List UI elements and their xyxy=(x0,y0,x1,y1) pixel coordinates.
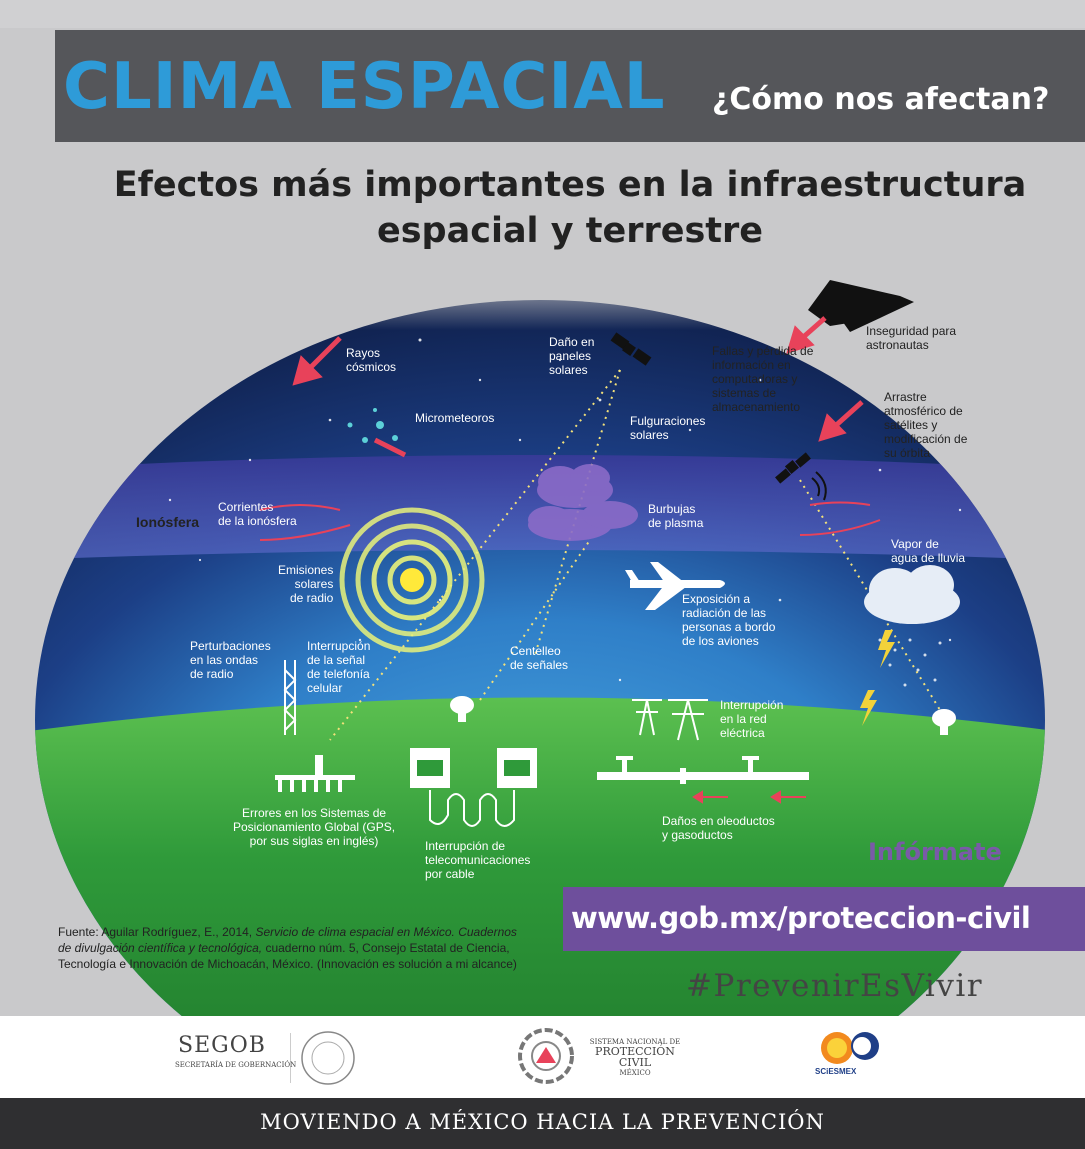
label-signal-scintillation: Centelleo de señales xyxy=(510,644,569,672)
segob-logo: SEGOB xyxy=(178,1033,266,1058)
label-satellite-drag: Arrastre atmosférico de satélites y modificación de su órbita xyxy=(884,390,968,460)
label-rain-vapor: Vapor de agua de lluvia xyxy=(891,537,966,565)
url-link[interactable]: www.gob.mx/proteccion-civil xyxy=(571,901,1031,935)
label-plasma-bubbles: Burbujas de plasma xyxy=(648,502,704,530)
snpc-text xyxy=(580,1038,690,1078)
label-radiation-exposure: Exposición a radiación de las personas a bordo de los aviones xyxy=(682,592,776,648)
label-cosmic-rays: Rayos cósmicos xyxy=(346,346,397,374)
label-solar-flares: Fulguraciones solares xyxy=(630,414,706,442)
url-banner[interactable] xyxy=(563,887,1085,951)
label-ionosphere: Ionósfera xyxy=(136,514,200,530)
label-solar-panel-damage: Daño en paneles solares xyxy=(549,335,595,377)
label-ionosphere-currents: Corrientes de la ionósfera xyxy=(218,500,297,528)
label-micrometeors: Micrometeoros xyxy=(415,411,495,425)
page-subtitle: ¿Cómo nos afectan? xyxy=(712,82,1050,117)
source-citation xyxy=(58,924,528,972)
sun-icon xyxy=(400,568,424,592)
snpc-main: PROTECCIÓN CIVIL xyxy=(595,1045,675,1069)
label-cell-signal-interruption: Interrupción de la señal de telefonía celular xyxy=(307,639,371,695)
informate-text: Infórmate xyxy=(868,838,1002,866)
source-italic: Servicio de clima espacial en México. Cuadernos de divulgación científica y tecnológica, xyxy=(58,925,517,955)
label-gps-errors: Errores en los Sistemas de Posicionamiento Global (GPS, por sus siglas en inglés) xyxy=(233,806,396,848)
label-computer-failures: Fallas y pérdida de información en computadoras y sistemas de almacenamiento xyxy=(712,344,814,414)
snpc-bottom: MÉXICO xyxy=(619,1069,651,1077)
hashtag: #PrevenirEsVivir xyxy=(686,968,984,1004)
segob-subtitle: SECRETARÍA DE GOBERNACIÓN xyxy=(175,1061,297,1069)
source-rest: cuaderno núm. 5, Consejo Estatal de Ciencia, Tecnología e Innovación de Michoacán, México. (Innovación es solución a mi alcance) xyxy=(58,941,517,971)
footer-bar xyxy=(0,1098,1085,1149)
label-telecom-interruption: Interrupción de telecomunicaciones por cable xyxy=(425,839,531,881)
sciesmex-logo-icon xyxy=(815,1026,885,1068)
snpc-top: SISTEMA NACIONAL DE xyxy=(589,1038,681,1046)
label-astronaut-safety: Inseguridad para astronautas xyxy=(866,324,957,352)
heading-text: Efectos más importantes en la infraestructura espacial y terrestre xyxy=(113,165,1027,251)
source-prefix: Fuente: Aguilar Rodríguez, E., 2014, xyxy=(58,925,256,939)
label-pipeline-damage: Daños en oleoductos y gasoductos xyxy=(662,814,775,842)
page-title: CLIMA ESPACIAL xyxy=(63,50,666,124)
label-radio-disturbances: Perturbaciones en las ondas de radio xyxy=(190,639,271,681)
footer-slogan: MOVIENDO A MÉXICO HACIA LA PREVENCIÓN xyxy=(260,1110,825,1134)
mexico-seal-icon xyxy=(290,1028,360,1088)
proteccion-civil-logo-icon xyxy=(516,1026,576,1086)
label-solar-radio-emissions: Emisiones solares de radio xyxy=(278,563,334,605)
label-power-grid-interruption: Interrupción en la red eléctrica xyxy=(720,698,784,740)
sciesmex-text: SCiESMEX xyxy=(815,1067,857,1076)
